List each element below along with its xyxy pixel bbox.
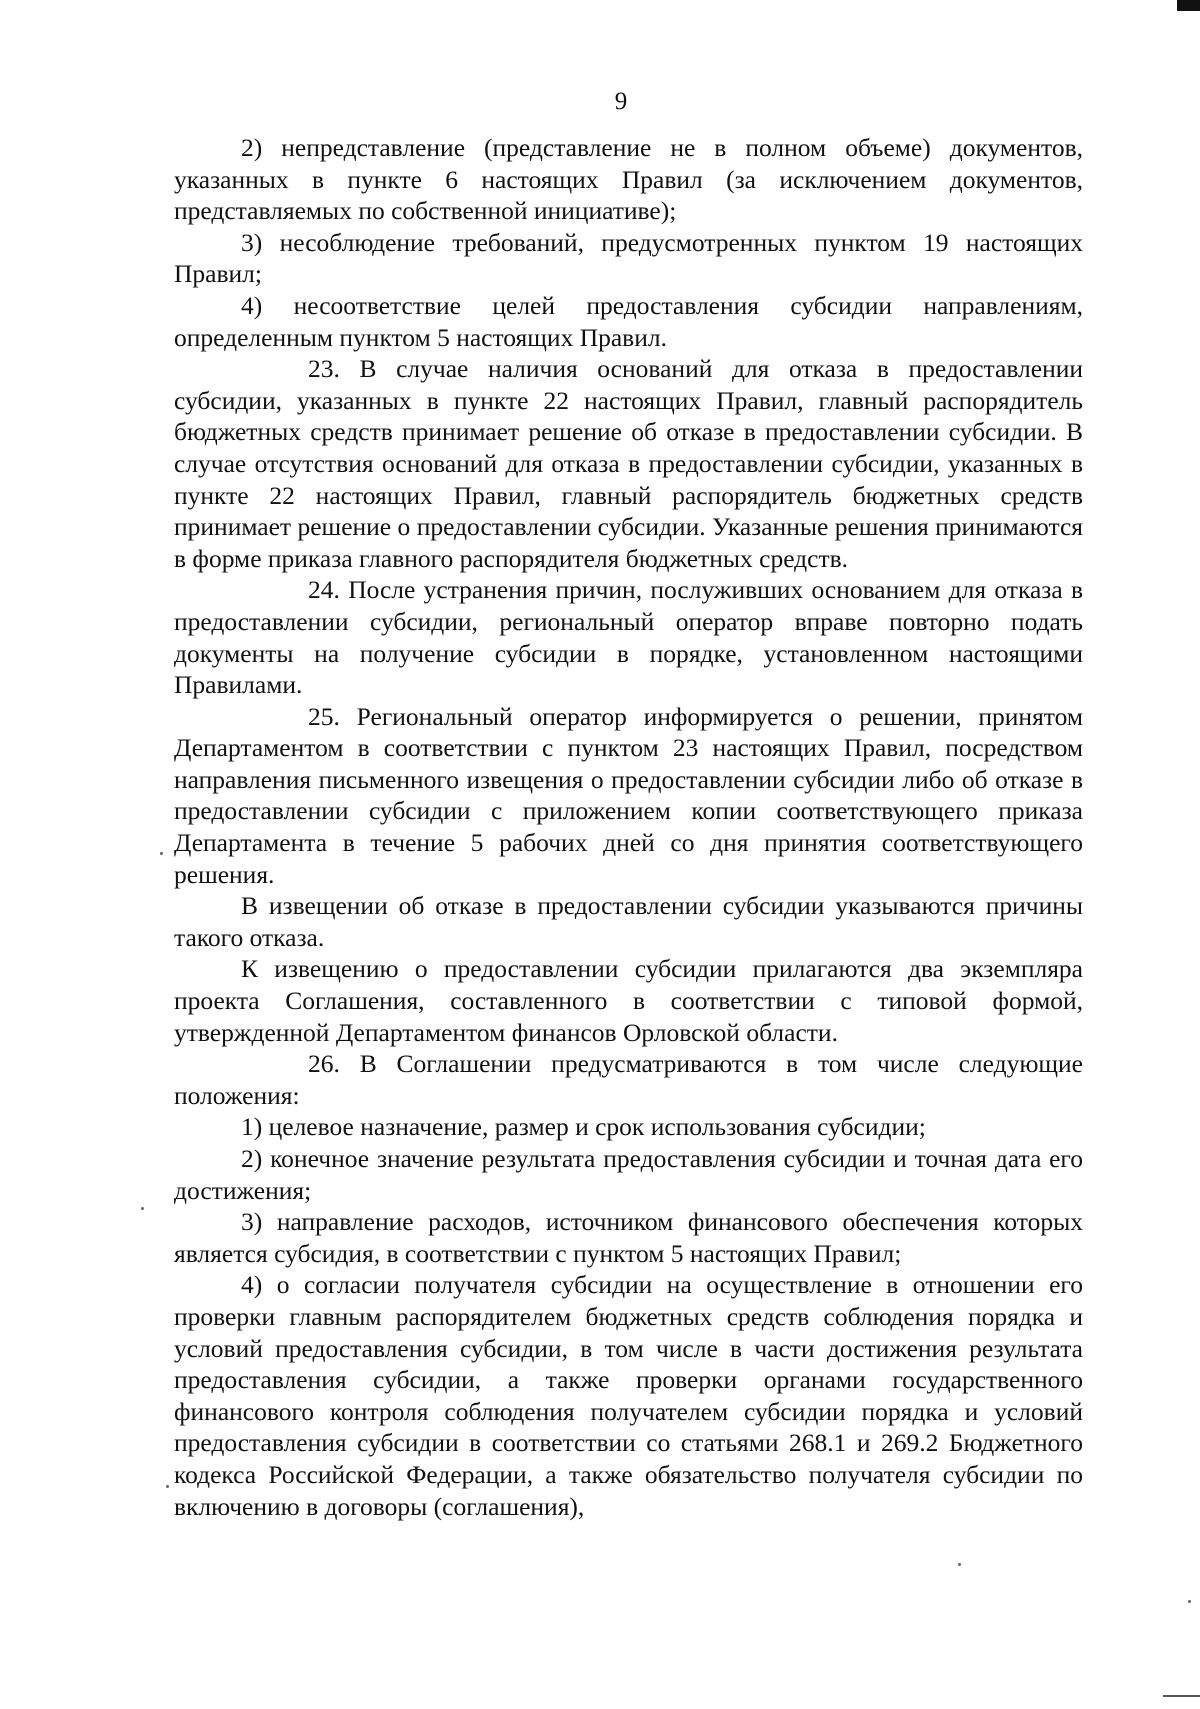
scan-speck — [1188, 1600, 1191, 1603]
scan-corner-mark — [1177, 0, 1200, 11]
paragraph-item-3: 3) несоблюдение требований, предусмотренных пунктом 19 настоящих Правил; — [174, 227, 1083, 289]
agreement-item-4: 4) о согласии получателя субсидии на осуществление в отношении его проверки главным распорядителем бюджетных средств соблюдения порядка и условий предоставления субсидии, в том числе в части достижения результата предоставления субсидии, а также проверки органами государственного финансового контроля соблюдения получателем субсидии порядка и условий предоставления субсидии в соответствии со статьями 268.1 и 269.2 Бюджетного кодекса Российской Федерации, а также обязательство получателя субсидии по включению в договоры (соглашения), — [174, 1270, 1083, 1521]
agreement-item-3: 3) направление расходов, источником финансового обеспечения которых является субсидия, в соответствии с пунктом 5 настоящих Правил; — [174, 1207, 1083, 1268]
paragraph-26 — [174, 1048, 1083, 1111]
paragraph-24-text: После устранения причин, послуживших основанием для отказа в предоставлении субсидии, региональный оператор вправе повторно подать документы на получение субсидии в порядке, установленном настоящими Правилами. — [174, 575, 1084, 700]
paragraph-item-4: 4) несоответствие целей предоставления субсидии направлениям, определенным пунктом 5 настоящих Правил. — [174, 290, 1083, 352]
paragraph-item-2: 2) непредставление (представление не в полном объеме) документов, указанных в пункте 6 настоящих Правил (за исключением документов, представляемых по собственной инициативе); — [174, 133, 1083, 226]
paragraph-23 — [174, 353, 1083, 574]
scan-speck — [141, 1207, 144, 1210]
scan-speck — [958, 1563, 961, 1566]
page-number: 9 — [614, 88, 628, 115]
scan-edge-line — [1163, 1695, 1200, 1697]
paragraph-24-number: 24. — [308, 575, 340, 605]
paragraph-25-number: 25. — [308, 701, 340, 731]
scan-speck — [166, 1485, 169, 1488]
paragraph-25 — [174, 701, 1083, 891]
agreement-item-1: 1) целевое назначение, размер и срок использования субсидии; — [241, 1112, 926, 1142]
document-body — [174, 132, 1083, 1522]
scan-speck — [160, 852, 163, 855]
paragraph-26-number: 26. — [308, 1049, 340, 1079]
paragraph-refusal-notice: В извещении об отказе в предоставлении субсидии указываются причины такого отказа. — [174, 891, 1083, 952]
paragraph-25-text: Региональный оператор информируется о решении, принятом Департаментом в соответствии с пунктом 23 настоящих Правил, посредством направления письменного извещения о предоставлении субсидии либо об отказе в предоставлении субсидии с приложением копии соответствующего приказа Департамента в течение 5 рабочих дней со дня принятия соответствующего решения. — [174, 701, 1084, 889]
agreement-item-2: 2) конечное значение результата предоставления субсидии и точная дата его достижения; — [174, 1144, 1083, 1205]
paragraph-24 — [174, 574, 1083, 700]
paragraph-23-text: В случае наличия оснований для отказа в предоставлении субсидии, указанных в пункте 22 настоящих Правил, главный распорядитель бюджетных средств принимает решение об отказе в предоставлении субсидии. В случае отсутствия оснований для отказа в предоставлении субсидии, указанных в пункте 22 настоящих Правил, главный распорядитель бюджетных средств принимает решение о предоставлении субсидии. Указанные решения принимаются в форме приказа главного распорядителя бюджетных средств. — [174, 354, 1084, 573]
paragraph-26-text: В Соглашении предусматриваются в том числе следующие положения: — [174, 1049, 1084, 1110]
paragraph-agreement-copies: К извещению о предоставлении субсидии прилагаются два экземпляра проекта Соглашения, составленного в соответствии с типовой формой, утвержденной Департаментом финансов Орловской области. — [174, 954, 1083, 1047]
paragraph-23-number: 23. — [308, 354, 340, 384]
